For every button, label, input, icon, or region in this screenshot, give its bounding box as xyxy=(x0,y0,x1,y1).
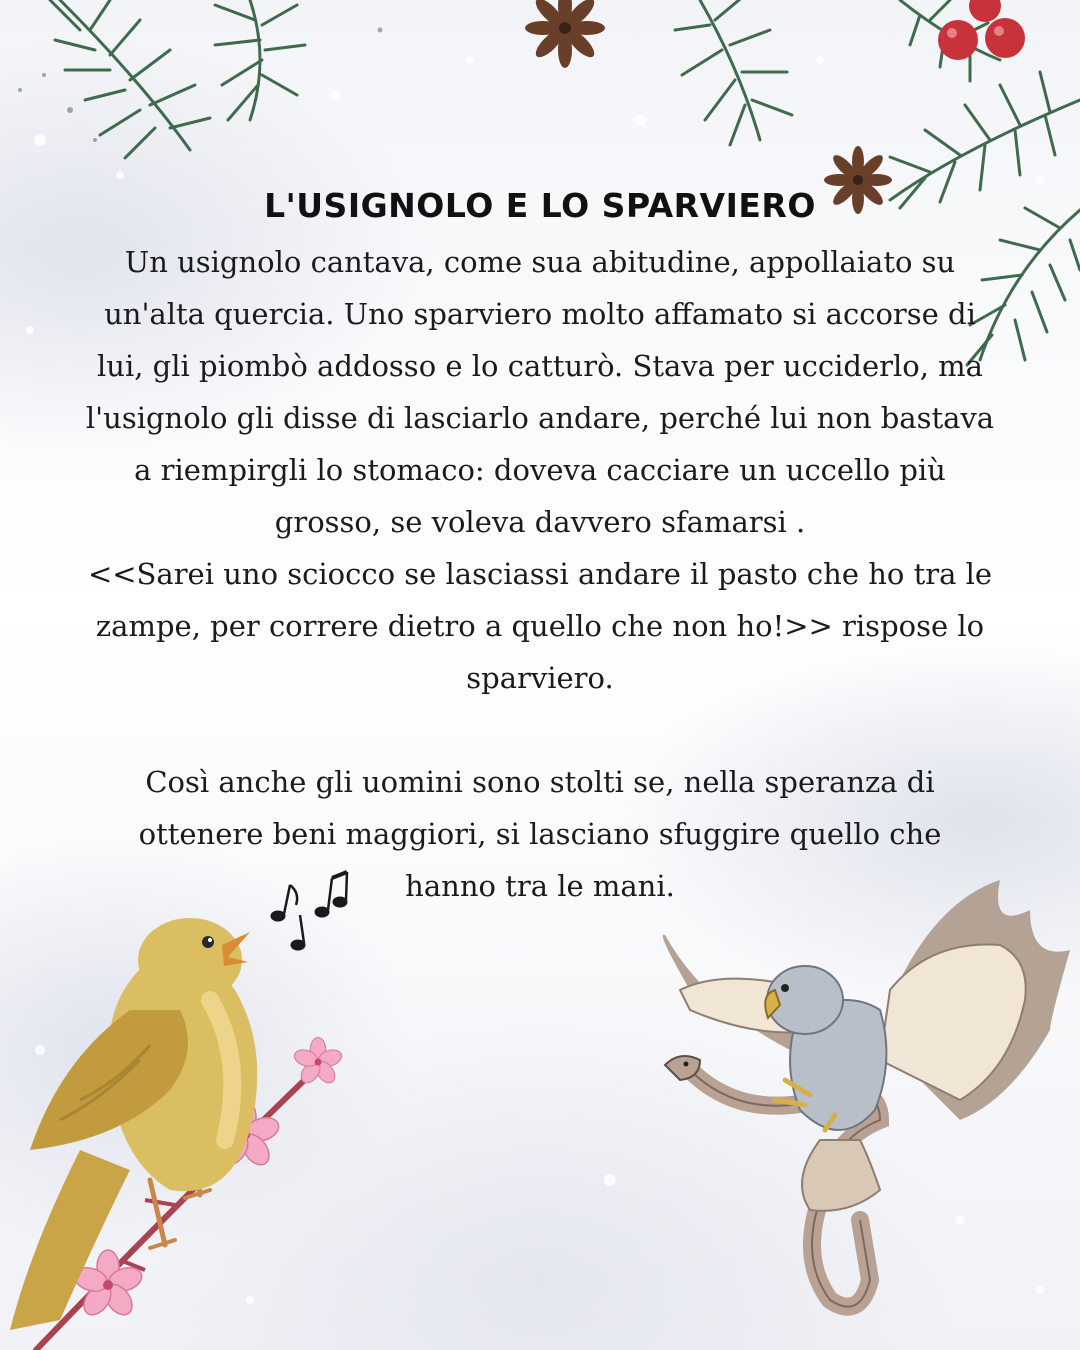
moral-line: hanno tra le mani. xyxy=(405,869,675,903)
story-line: lui, gli piombò addosso e lo catturò. Stava per ucciderlo, ma xyxy=(97,349,983,383)
story-line: un'alta quercia. Uno sparviero molto affamato si accorse di xyxy=(104,297,976,331)
story-paragraph xyxy=(60,236,1020,704)
moral-paragraph xyxy=(60,756,1020,912)
story-line: <<Sarei uno sciocco se lasciassi andare il pasto che ho tra le xyxy=(87,557,993,591)
story-line: l'usignolo gli disse di lasciarlo andare, perché lui non bastava xyxy=(85,401,995,435)
story-line: zampe, per correre dietro a quello che non ho!>> rispose lo xyxy=(95,609,985,643)
story-title: L'USIGNOLO E LO SPARVIERO xyxy=(264,186,816,225)
story-line: grosso, se voleva davvero sfamarsi . xyxy=(274,505,806,539)
moral-line: ottenere beni maggiori, si lasciano sfuggire quello che xyxy=(138,817,942,851)
moral-line: Così anche gli uomini sono stolti se, nella speranza di xyxy=(145,765,935,799)
story-line: Un usignolo cantava, come sua abitudine, appollaiato su xyxy=(124,245,956,279)
story-line: a riempirgli lo stomaco: doveva cacciare un uccello più xyxy=(134,453,946,487)
story-line: sparviero. xyxy=(466,661,614,695)
